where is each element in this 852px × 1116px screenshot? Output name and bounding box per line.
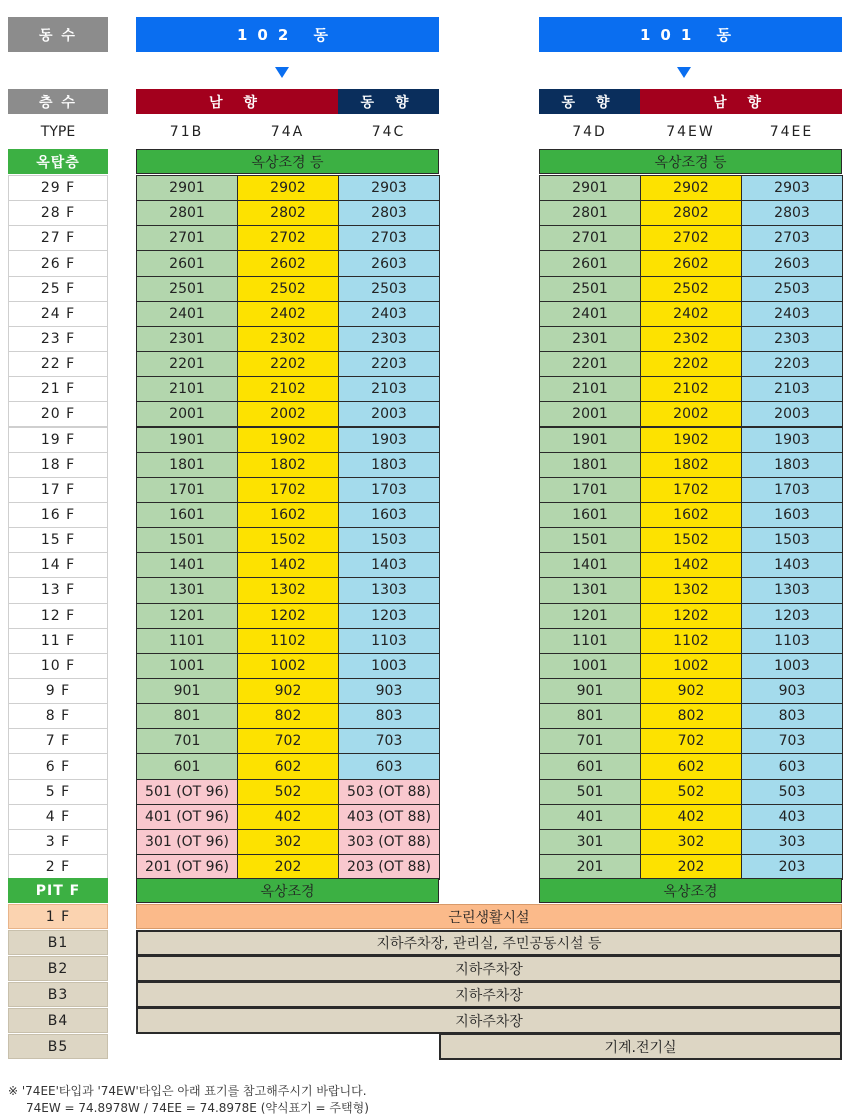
unit-cell: 1201: [136, 603, 238, 629]
unit-cell: 1203: [338, 603, 440, 629]
unit-cell: 2103: [338, 376, 440, 402]
floor-label: 13 F: [8, 577, 108, 603]
floor-label: 4 F: [8, 804, 108, 830]
unit-cell: 402: [237, 804, 339, 830]
unit-cell: 1402: [237, 552, 339, 578]
floor-label: 9 F: [8, 678, 108, 704]
unit-cell: 903: [741, 678, 843, 704]
unit-cell: 1202: [237, 603, 339, 629]
unit-cell: 503: [741, 779, 843, 805]
dong-label: 동 수: [8, 17, 108, 52]
type-101-col1: 74D: [572, 123, 607, 140]
unit-cell: 2503: [741, 276, 843, 302]
unit-cell: 703: [338, 728, 440, 754]
roof-band-102: 옥상조경 등: [136, 149, 439, 174]
type-102-col3: 74C: [371, 123, 406, 140]
floor-label: 16 F: [8, 502, 108, 528]
b4-band: 지하주차장: [136, 1008, 842, 1034]
unit-cell: 1702: [640, 477, 742, 503]
unit-cell: 603: [338, 753, 440, 779]
unit-cell: 1903: [741, 427, 843, 453]
direction-102-east: 동 향: [338, 89, 439, 114]
unit-cell: 303: [741, 829, 843, 855]
unit-cell: 1701: [539, 477, 641, 503]
unit-cell: 1301: [136, 577, 238, 603]
unit-cell: 2303: [338, 326, 440, 352]
unit-cell: 502: [237, 779, 339, 805]
floor-b2-label: B2: [8, 956, 108, 981]
floor-pit-label: PIT F: [8, 878, 108, 903]
unit-cell: 1801: [539, 452, 641, 478]
unit-cell: 801: [539, 703, 641, 729]
unit-cell: 702: [237, 728, 339, 754]
floor-1f-label: 1 F: [8, 904, 108, 929]
floor-label: 23 F: [8, 326, 108, 352]
unit-cell: 503 (OT 88): [338, 779, 440, 805]
unit-cell: 1303: [741, 577, 843, 603]
unit-cell: 1703: [338, 477, 440, 503]
unit-cell: 2703: [741, 225, 843, 251]
unit-cell: 2201: [136, 351, 238, 377]
floor-b1-label: B1: [8, 930, 108, 955]
floor-b4-label: B4: [8, 1008, 108, 1033]
unit-cell: 1201: [539, 603, 641, 629]
unit-cell: 2302: [237, 326, 339, 352]
unit-cell: 901: [136, 678, 238, 704]
unit-cell: 201: [539, 854, 641, 880]
unit-cell: 1002: [640, 653, 742, 679]
note-line-1: ※ '74EE'타입과 '74EW'타입은 아래 표기를 참고해주시기 바랍니다.: [8, 1084, 367, 1098]
unit-cell: 2802: [640, 200, 742, 226]
unit-cell: 301 (OT 96): [136, 829, 238, 855]
unit-cell: 2002: [640, 401, 742, 427]
unit-cell: 2002: [237, 401, 339, 427]
floor-label: 21 F: [8, 376, 108, 402]
unit-cell: 2402: [640, 301, 742, 327]
unit-cell: 2003: [741, 401, 843, 427]
unit-cell: 2803: [338, 200, 440, 226]
unit-cell: 2003: [338, 401, 440, 427]
unit-cell: 203 (OT 88): [338, 854, 440, 880]
floor-label: 3 F: [8, 829, 108, 855]
unit-cell: 1101: [539, 628, 641, 654]
unit-cell: 1303: [338, 577, 440, 603]
unit-cell: 2603: [338, 250, 440, 276]
unit-cell: 2601: [539, 250, 641, 276]
unit-cell: 2602: [640, 250, 742, 276]
unit-cell: 2001: [539, 401, 641, 427]
unit-cell: 1302: [640, 577, 742, 603]
unit-cell: 1602: [640, 502, 742, 528]
unit-cell: 802: [640, 703, 742, 729]
unit-cell: 2203: [338, 351, 440, 377]
b5-band: 기계.전기실: [439, 1034, 842, 1060]
b3-band: 지하주차장: [136, 982, 842, 1008]
unit-cell: 401: [539, 804, 641, 830]
unit-cell: 1703: [741, 477, 843, 503]
floor-label: 19 F: [8, 427, 108, 453]
unit-cell: 1902: [237, 427, 339, 453]
unit-cell: 1503: [741, 527, 843, 553]
type-101-col2: 74EW: [666, 123, 715, 140]
roof-band-101: 옥상조경 등: [539, 149, 842, 174]
floor-label: 22 F: [8, 351, 108, 377]
floor-label: 25 F: [8, 276, 108, 302]
unit-cell: 2501: [539, 276, 641, 302]
unit-cell: 601: [539, 753, 641, 779]
unit-cell: 2302: [640, 326, 742, 352]
unit-cell: 2901: [136, 175, 238, 201]
unit-cell: 1102: [640, 628, 742, 654]
floor-label: 12 F: [8, 603, 108, 629]
unit-cell: 1402: [640, 552, 742, 578]
unit-cell: 1502: [237, 527, 339, 553]
unit-cell: 2101: [539, 376, 641, 402]
building-102-header: 102 동: [136, 17, 439, 52]
unit-cell: 402: [640, 804, 742, 830]
type-101-col3: 74EE: [769, 123, 814, 140]
unit-cell: 201 (OT 96): [136, 854, 238, 880]
unit-cell: 2601: [136, 250, 238, 276]
floor-label: 5 F: [8, 779, 108, 805]
unit-cell: 301: [539, 829, 641, 855]
building-101-header: 101 동: [539, 17, 842, 52]
direction-101-east: 동 향: [539, 89, 640, 114]
direction-102-south: 남 향: [136, 89, 338, 114]
unit-cell: 1403: [741, 552, 843, 578]
floor-label: 28 F: [8, 200, 108, 226]
unit-cell: 1203: [741, 603, 843, 629]
arrow-down-icon: [677, 67, 691, 78]
unit-cell: 1102: [237, 628, 339, 654]
unit-cell: 1801: [136, 452, 238, 478]
unit-cell: 1001: [539, 653, 641, 679]
floor-label: 2 F: [8, 854, 108, 880]
unit-cell: 2903: [741, 175, 843, 201]
floor-label: 8 F: [8, 703, 108, 729]
unit-cell: 2101: [136, 376, 238, 402]
unit-cell: 1401: [539, 552, 641, 578]
unit-cell: 2801: [539, 200, 641, 226]
unit-cell: 501 (OT 96): [136, 779, 238, 805]
unit-cell: 2703: [338, 225, 440, 251]
unit-cell: 2001: [136, 401, 238, 427]
unit-cell: 2202: [237, 351, 339, 377]
unit-cell: 701: [136, 728, 238, 754]
unit-cell: 1502: [640, 527, 742, 553]
type-label: TYPE: [40, 123, 76, 140]
unit-cell: 1702: [237, 477, 339, 503]
unit-cell: 1903: [338, 427, 440, 453]
unit-cell: 703: [741, 728, 843, 754]
arrow-down-icon: [275, 67, 289, 78]
unit-cell: 1803: [338, 452, 440, 478]
unit-cell: 1101: [136, 628, 238, 654]
pit-band-101: 옥상조경: [539, 878, 842, 903]
unit-cell: 1001: [136, 653, 238, 679]
floor-b3-label: B3: [8, 982, 108, 1007]
unit-cell: 1503: [338, 527, 440, 553]
unit-cell: 2702: [640, 225, 742, 251]
unit-cell: 1002: [237, 653, 339, 679]
unit-cell: 803: [741, 703, 843, 729]
pit-band-102: 옥상조경: [136, 878, 439, 903]
b2-band: 지하주차장: [136, 956, 842, 982]
floor-label: 11 F: [8, 628, 108, 654]
unit-cell: 2403: [338, 301, 440, 327]
unit-cell: 203: [741, 854, 843, 880]
unit-cell: 1901: [539, 427, 641, 453]
unit-cell: 302: [237, 829, 339, 855]
floor-label: 14 F: [8, 552, 108, 578]
unit-cell: 2902: [640, 175, 742, 201]
unit-cell: 2802: [237, 200, 339, 226]
unit-cell: 1003: [741, 653, 843, 679]
unit-cell: 1802: [237, 452, 339, 478]
unit-cell: 601: [136, 753, 238, 779]
unit-cell: 2102: [640, 376, 742, 402]
unit-cell: 901: [539, 678, 641, 704]
direction-101-south: 남 향: [640, 89, 842, 114]
unit-cell: 2701: [136, 225, 238, 251]
unit-cell: 2901: [539, 175, 641, 201]
floor-roof-label: 옥탑층: [8, 149, 108, 174]
floor-label: 7 F: [8, 728, 108, 754]
unit-cell: 2803: [741, 200, 843, 226]
unit-cell: 2202: [640, 351, 742, 377]
unit-cell: 401 (OT 96): [136, 804, 238, 830]
first-floor-band: 근린생활시설: [136, 904, 842, 929]
unit-cell: 2401: [539, 301, 641, 327]
unit-cell: 2501: [136, 276, 238, 302]
unit-cell: 502: [640, 779, 742, 805]
floor-label: 층 수: [8, 89, 108, 114]
unit-cell: 2201: [539, 351, 641, 377]
unit-cell: 803: [338, 703, 440, 729]
unit-cell: 403: [741, 804, 843, 830]
note-line-2: 74EW = 74.8978W / 74EE = 74.8978E (약식표기 = 주택형): [26, 1101, 369, 1115]
unit-cell: 2903: [338, 175, 440, 201]
unit-cell: 2203: [741, 351, 843, 377]
unit-cell: 1603: [741, 502, 843, 528]
unit-cell: 2902: [237, 175, 339, 201]
unit-cell: 302: [640, 829, 742, 855]
unit-cell: 1802: [640, 452, 742, 478]
unit-cell: 1601: [539, 502, 641, 528]
unit-cell: 1301: [539, 577, 641, 603]
unit-cell: 2303: [741, 326, 843, 352]
floor-label: 27 F: [8, 225, 108, 251]
unit-cell: 1803: [741, 452, 843, 478]
unit-cell: 2502: [640, 276, 742, 302]
unit-cell: 1603: [338, 502, 440, 528]
unit-cell: 2602: [237, 250, 339, 276]
unit-cell: 801: [136, 703, 238, 729]
unit-cell: 2702: [237, 225, 339, 251]
unit-cell: 2503: [338, 276, 440, 302]
floor-label: 26 F: [8, 250, 108, 276]
unit-cell: 2701: [539, 225, 641, 251]
floor-label: 24 F: [8, 301, 108, 327]
unit-cell: 602: [640, 753, 742, 779]
floor-label: 6 F: [8, 753, 108, 779]
floor-label: 18 F: [8, 452, 108, 478]
unit-cell: 702: [640, 728, 742, 754]
unit-cell: 1501: [136, 527, 238, 553]
unit-cell: 602: [237, 753, 339, 779]
floor-label: 20 F: [8, 401, 108, 427]
unit-cell: 1103: [338, 628, 440, 654]
unit-cell: 403 (OT 88): [338, 804, 440, 830]
unit-cell: 2103: [741, 376, 843, 402]
unit-cell: 2502: [237, 276, 339, 302]
type-102-col2: 74A: [270, 123, 305, 140]
unit-cell: 2301: [136, 326, 238, 352]
floor-label: 15 F: [8, 527, 108, 553]
unit-cell: 202: [237, 854, 339, 880]
floor-label: 29 F: [8, 175, 108, 201]
unit-cell: 802: [237, 703, 339, 729]
unit-cell: 501: [539, 779, 641, 805]
unit-cell: 2301: [539, 326, 641, 352]
unit-cell: 1103: [741, 628, 843, 654]
floor-b5-label: B5: [8, 1034, 108, 1059]
unit-cell: 603: [741, 753, 843, 779]
b1-band: 지하주차장, 관리실, 주민공동시설 등: [136, 930, 842, 956]
unit-cell: 1501: [539, 527, 641, 553]
unit-cell: 2603: [741, 250, 843, 276]
unit-cell: 303 (OT 88): [338, 829, 440, 855]
type-102-col1: 71B: [169, 123, 204, 140]
unit-cell: 202: [640, 854, 742, 880]
unit-cell: 2403: [741, 301, 843, 327]
unit-cell: 701: [539, 728, 641, 754]
unit-cell: 1902: [640, 427, 742, 453]
unit-cell: 1701: [136, 477, 238, 503]
unit-cell: 1901: [136, 427, 238, 453]
unit-cell: 1602: [237, 502, 339, 528]
unit-cell: 903: [338, 678, 440, 704]
unit-cell: 1202: [640, 603, 742, 629]
unit-cell: 902: [640, 678, 742, 704]
unit-cell: 1401: [136, 552, 238, 578]
unit-cell: 1302: [237, 577, 339, 603]
floor-label: 17 F: [8, 477, 108, 503]
unit-cell: 1601: [136, 502, 238, 528]
unit-cell: 2401: [136, 301, 238, 327]
unit-cell: 902: [237, 678, 339, 704]
unit-cell: 1003: [338, 653, 440, 679]
floor-label: 10 F: [8, 653, 108, 679]
unit-cell: 2402: [237, 301, 339, 327]
unit-cell: 2102: [237, 376, 339, 402]
unit-cell: 2801: [136, 200, 238, 226]
unit-cell: 1403: [338, 552, 440, 578]
